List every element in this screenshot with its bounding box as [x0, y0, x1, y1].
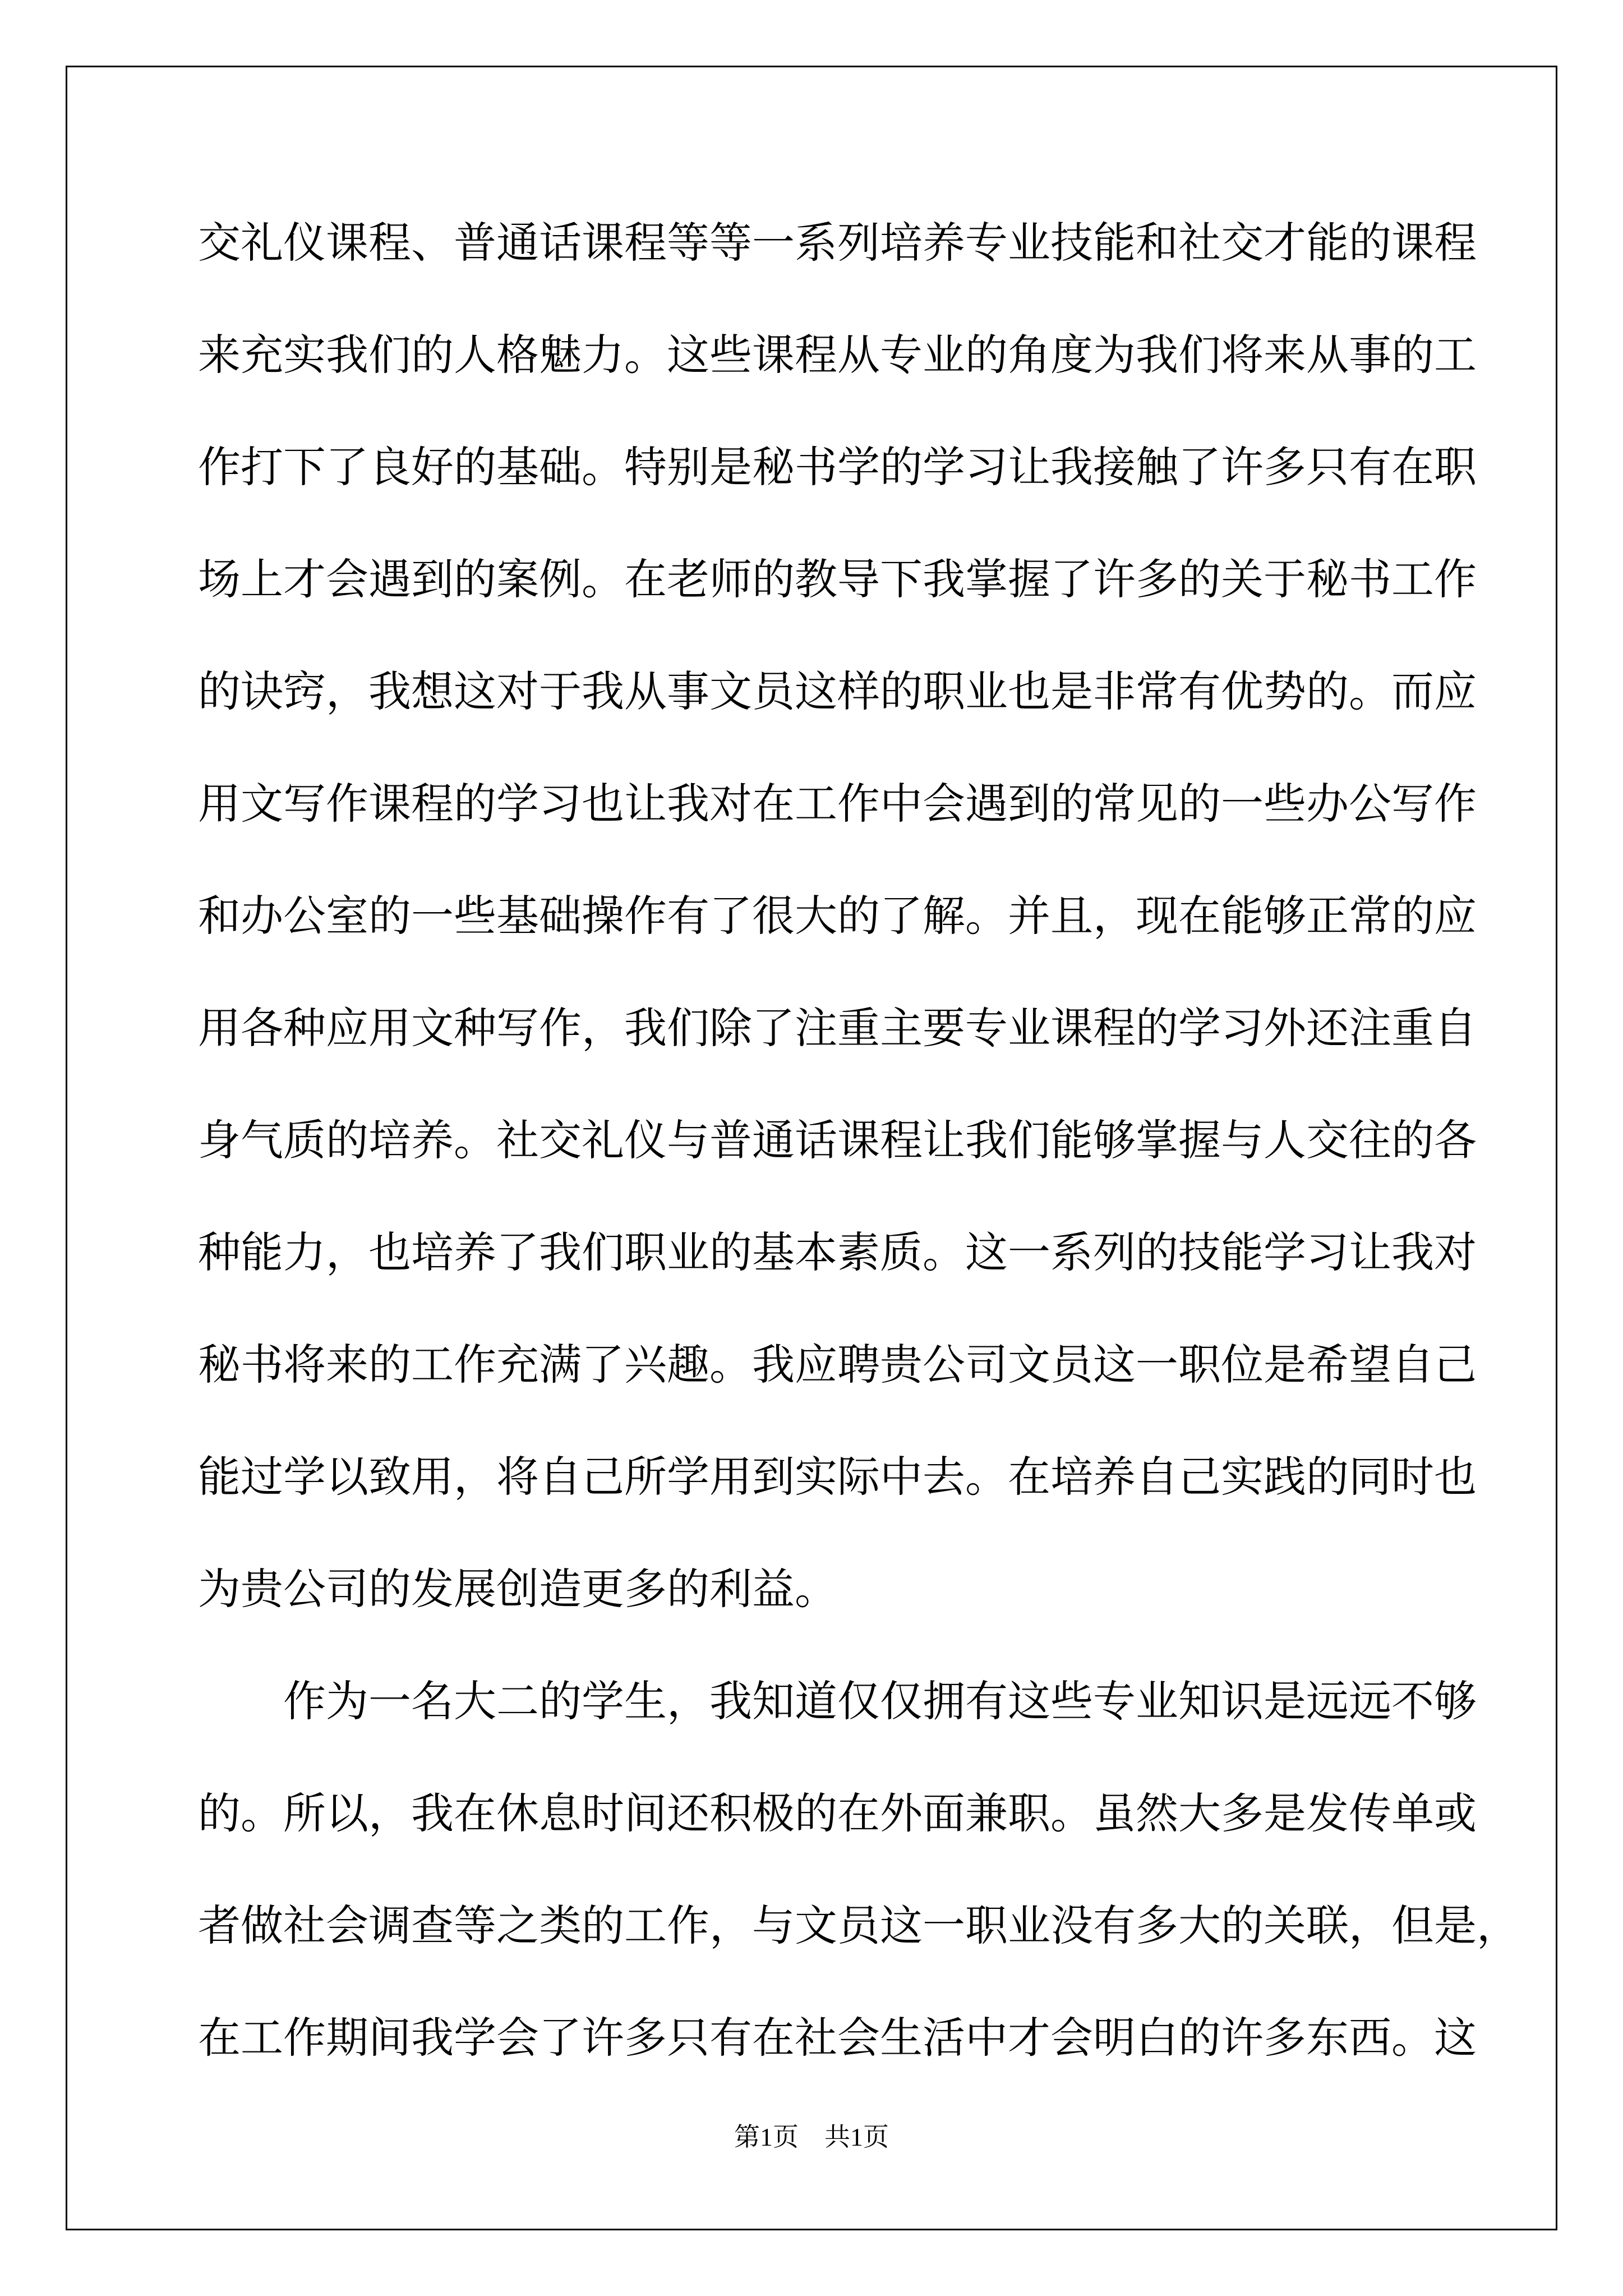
text-line: 作打下了良好的基础。特别是秘书学的学习让我接触了许多只有在职 — [198, 442, 1477, 492]
text-line: 身气质的培养。社交礼仪与普通话课程让我们能够掌握与人交往的各 — [198, 1115, 1477, 1165]
text-line: 用各种应用文种写作，我们除了注重主要专业课程的学习外还注重自 — [198, 1003, 1477, 1053]
page-number-footer: 第1页 共1页 — [734, 2123, 889, 2151]
text-line: 来充实我们的人格魅力。这些课程从专业的角度为我们将来从事的工 — [198, 330, 1477, 380]
text-line: 种能力，也培养了我们职业的基本素质。这一系列的技能学习让我对 — [198, 1227, 1477, 1277]
text-line: 交礼仪课程、普通话课程等等一系列培养专业技能和社交才能的课程 — [198, 218, 1477, 268]
text-line: 的诀窍，我想这对于我从事文员这样的职业也是非常有优势的。而应 — [198, 666, 1477, 716]
text-line: 秘书将来的工作充满了兴趣。我应聘贵公司文员这一职位是希望自己 — [198, 1340, 1477, 1389]
text-line: 在工作期间我学会了许多只有在社会生活中才会明白的许多东西。这 — [198, 2013, 1477, 2063]
text-line: 为贵公司的发展创造更多的利益。 — [198, 1564, 837, 1614]
text-line: 和办公室的一些基础操作有了很大的了解。并且，现在能够正常的应 — [198, 891, 1477, 941]
text-line: 的。所以，我在休息时间还积极的在外面兼职。虽然大多是发传单或 — [198, 1788, 1477, 1838]
text-line: 作为一名大二的学生，我知道仅仅拥有这些专业知识是远远不够 — [198, 1676, 1477, 1726]
text-line: 者做社会调查等之类的工作，与文员这一职业没有多大的关联，但是， — [198, 1901, 1519, 1950]
text-line: 用文写作课程的学习也让我对在工作中会遇到的常见的一些办公写作 — [198, 779, 1477, 829]
text-line: 能过学以致用，将自己所学用到实际中去。在培养自己实践的同时也 — [198, 1452, 1477, 1502]
text-line: 场上才会遇到的案例。在老师的教导下我掌握了许多的关于秘书工作 — [198, 554, 1477, 604]
